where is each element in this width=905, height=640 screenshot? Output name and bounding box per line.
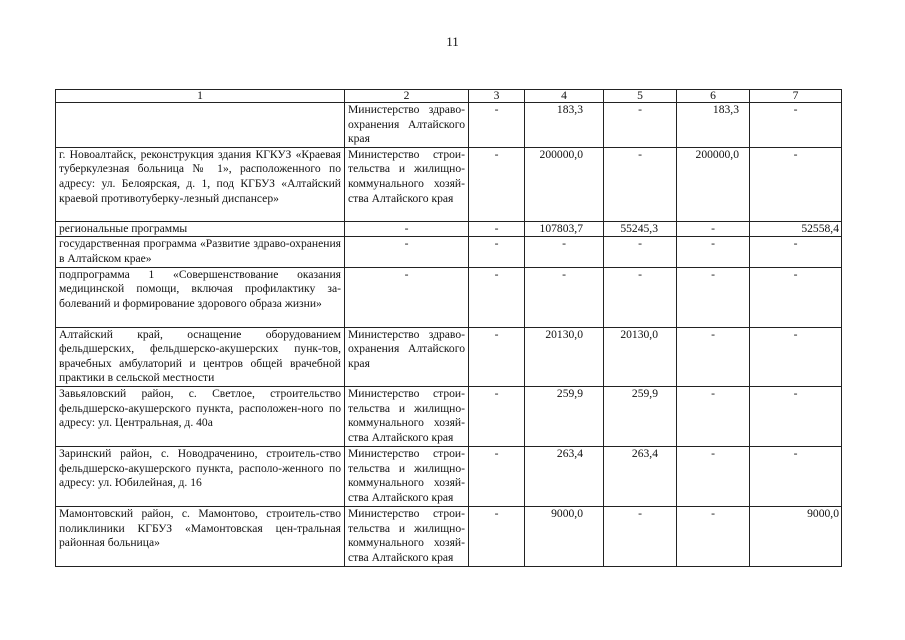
row-responsible: Министерство строи-тельства и жилищно-коммунального хозяй-ства Алтайского края: [345, 446, 469, 506]
column-number-3: 3: [469, 90, 525, 103]
row-col7: -: [750, 446, 842, 506]
row-responsible: Министерство здраво-охранения Алтайского края: [345, 327, 469, 386]
table-row: [56, 103, 842, 148]
row-col7: -: [750, 327, 842, 386]
row-col7: -: [750, 237, 842, 267]
row-description: г. Новоалтайск, реконструкция здания КГКУЗ «Краевая туберкулезная больница № 1», расположенного по адресу: ул. Белоярская, д. 1, под КГБУЗ «Алтайский краевой противотуберку-лезный диспансер»: [56, 147, 345, 221]
table-row: [56, 506, 842, 566]
row-col6: -: [677, 446, 750, 506]
row-col3: -: [469, 237, 525, 267]
row-col5: -: [604, 237, 677, 267]
row-description: Алтайский край, оснащение оборудованием фельдшерских, фельдшерско-акушерских пунк-тов, врачебных амбулаторий и центров общей врачебной практики в сельской местности: [56, 327, 345, 386]
row-col4: 107803,7: [525, 221, 604, 237]
row-responsible: Министерство здраво-охранения Алтайского края: [345, 103, 469, 148]
column-number-7: 7: [750, 90, 842, 103]
row-responsible: -: [345, 267, 469, 327]
row-col3: -: [469, 147, 525, 221]
row-col7: 52558,4: [750, 221, 842, 237]
row-responsible: Министерство строи-тельства и жилищно-коммунального хозяй-ства Алтайского края: [345, 506, 469, 566]
row-col4: -: [525, 267, 604, 327]
row-col5: -: [604, 506, 677, 566]
table-row: [56, 147, 842, 221]
row-col6: -: [677, 237, 750, 267]
row-description: Мамонтовский район, с. Мамонтово, строитель-ство поликлиники КГБУЗ «Мамонтовская цен-тральная районная больница»: [56, 506, 345, 566]
row-col5: 20130,0: [604, 327, 677, 386]
row-responsible: -: [345, 237, 469, 267]
row-col5: -: [604, 267, 677, 327]
table-row: [56, 267, 842, 327]
row-col3: -: [469, 267, 525, 327]
row-col7: 9000,0: [750, 506, 842, 566]
table-header-row: [56, 90, 842, 103]
row-description: [56, 103, 345, 148]
row-col7: -: [750, 386, 842, 446]
row-col3: -: [469, 386, 525, 446]
row-col4: 20130,0: [525, 327, 604, 386]
row-col7: -: [750, 103, 842, 148]
row-responsible: Министерство строи-тельства и жилищно-коммунального хозяй-ства Алтайского края: [345, 147, 469, 221]
row-col5: -: [604, 147, 677, 221]
row-col7: -: [750, 267, 842, 327]
row-responsible: -: [345, 221, 469, 237]
row-col6: -: [677, 327, 750, 386]
column-number-4: 4: [525, 90, 604, 103]
table-row: [56, 221, 842, 237]
row-description: Завьяловский район, с. Светлое, строительство фельдшерско-акушерского пункта, расположен-ного по адресу: ул. Центральная, д. 40а: [56, 386, 345, 446]
row-col4: 259,9: [525, 386, 604, 446]
row-col6: -: [677, 506, 750, 566]
row-col4: -: [525, 237, 604, 267]
page-number: 11: [446, 34, 459, 49]
row-description: региональные программы: [56, 221, 345, 237]
row-col3: -: [469, 103, 525, 148]
row-col7: -: [750, 147, 842, 221]
row-col3: -: [469, 327, 525, 386]
row-col6: 200000,0: [677, 147, 750, 221]
row-col4: 9000,0: [525, 506, 604, 566]
row-col6: -: [677, 386, 750, 446]
row-col6: -: [677, 221, 750, 237]
row-col3: -: [469, 221, 525, 237]
row-col4: 200000,0: [525, 147, 604, 221]
table-row: [56, 237, 842, 267]
table-row: [56, 446, 842, 506]
row-col4: 263,4: [525, 446, 604, 506]
row-col6: 183,3: [677, 103, 750, 148]
row-col5: 259,9: [604, 386, 677, 446]
table-row: [56, 386, 842, 446]
column-number-5: 5: [604, 90, 677, 103]
row-responsible: Министерство строи-тельства и жилищно-коммунального хозяй-ства Алтайского края: [345, 386, 469, 446]
column-number-2: 2: [345, 90, 469, 103]
row-description: Заринский район, с. Новодраченино, строитель-ство фельдшерско-акушерского пункта, располо-женного по адресу: ул. Юбилейная, д. 16: [56, 446, 345, 506]
budget-table: [55, 89, 842, 567]
column-number-1: 1: [56, 90, 345, 103]
row-col5: 263,4: [604, 446, 677, 506]
row-col4: 183,3: [525, 103, 604, 148]
row-col3: -: [469, 506, 525, 566]
table-row: [56, 327, 842, 386]
row-col6: -: [677, 267, 750, 327]
row-description: подпрограмма 1 «Совершенствование оказания медицинской помощи, включая профилактику за-болеваний и формирование здорового образа жизни»: [56, 267, 345, 327]
row-col3: -: [469, 446, 525, 506]
column-number-6: 6: [677, 90, 750, 103]
row-description: государственная программа «Развитие здраво-охранения в Алтайском крае»: [56, 237, 345, 267]
row-col5: -: [604, 103, 677, 148]
row-col5: 55245,3: [604, 221, 677, 237]
